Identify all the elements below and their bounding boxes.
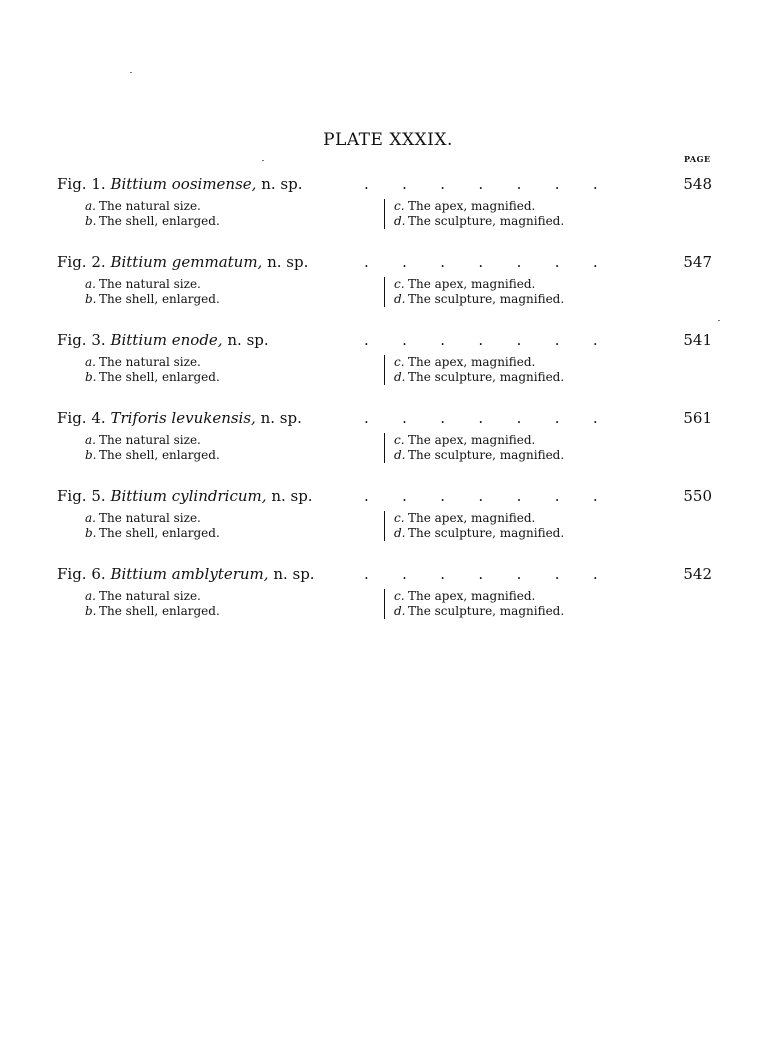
- sub-items-right: [394, 199, 564, 229]
- bracket-divider: [384, 277, 385, 307]
- item-letter: d.: [394, 448, 406, 462]
- item-text: The sculpture, magnified.: [408, 526, 565, 540]
- dot-leader: . . . . . . .: [364, 253, 598, 271]
- item-letter: b.: [85, 604, 97, 618]
- item-text: The apex, magnified.: [408, 277, 536, 291]
- bracket-divider: [384, 433, 385, 463]
- sub-items-right: [394, 277, 564, 307]
- scan-speck: [130, 72, 132, 73]
- page-number: 548: [683, 175, 712, 193]
- species-name: Bittium gemmatum,: [110, 253, 263, 271]
- figure-number: Fig. 3.: [57, 331, 106, 349]
- item-letter: d.: [394, 292, 406, 306]
- item-letter: b.: [85, 526, 97, 540]
- sub-items-left: [85, 277, 220, 307]
- item-text: The shell, enlarged.: [99, 604, 220, 618]
- figure-entry-5: [0, 487, 776, 547]
- scan-speck: [262, 160, 264, 161]
- figure-number: Fig. 6.: [57, 565, 106, 583]
- bracket-divider: [384, 355, 385, 385]
- figure-caption: [57, 565, 315, 583]
- page-number: 561: [683, 409, 712, 427]
- figure-entry-3: [0, 331, 776, 391]
- item-text: The sculpture, magnified.: [408, 292, 565, 306]
- species-name: Bittium oosimense,: [110, 175, 257, 193]
- page-column-header: PAGE: [684, 154, 711, 164]
- figure-number: Fig. 2.: [57, 253, 106, 271]
- bracket-divider: [384, 511, 385, 541]
- species-suffix: n. sp.: [271, 487, 313, 505]
- item-letter: b.: [85, 370, 97, 384]
- sub-items-right: [394, 355, 564, 385]
- item-letter: a.: [85, 433, 96, 447]
- item-letter: c.: [394, 355, 405, 369]
- figure-number: Fig. 4.: [57, 409, 106, 427]
- item-letter: b.: [85, 448, 97, 462]
- sub-items-left: [85, 433, 220, 463]
- item-text: The apex, magnified.: [408, 199, 536, 213]
- sub-items-right: [394, 589, 564, 619]
- species-suffix: n. sp.: [273, 565, 315, 583]
- item-text: The shell, enlarged.: [99, 526, 220, 540]
- sub-items-right: [394, 511, 564, 541]
- item-letter: b.: [85, 292, 97, 306]
- item-text: The natural size.: [99, 355, 201, 369]
- item-letter: a.: [85, 199, 96, 213]
- figure-caption: [57, 253, 308, 271]
- item-letter: b.: [85, 214, 97, 228]
- dot-leader: . . . . . . .: [364, 565, 598, 583]
- item-text: The apex, magnified.: [408, 511, 536, 525]
- page-number: 547: [683, 253, 712, 271]
- dot-leader: . . . . . . .: [364, 331, 598, 349]
- item-text: The apex, magnified.: [408, 355, 536, 369]
- dot-leader: . . . . . . .: [364, 409, 598, 427]
- item-letter: c.: [394, 589, 405, 603]
- sub-items-left: [85, 355, 220, 385]
- item-text: The natural size.: [99, 199, 201, 213]
- item-text: The apex, magnified.: [408, 433, 536, 447]
- page-number: 542: [683, 565, 712, 583]
- item-letter: a.: [85, 589, 96, 603]
- plate-title: PLATE XXXIX.: [323, 130, 453, 150]
- item-text: The natural size.: [99, 589, 201, 603]
- sub-items-right: [394, 433, 564, 463]
- item-letter: d.: [394, 370, 406, 384]
- figure-entry-2: [0, 253, 776, 313]
- species-suffix: n. sp.: [260, 409, 302, 427]
- item-text: The natural size.: [99, 511, 201, 525]
- item-text: The sculpture, magnified.: [408, 214, 565, 228]
- species-suffix: n. sp.: [267, 253, 309, 271]
- figure-entry-4: [0, 409, 776, 469]
- item-text: The shell, enlarged.: [99, 370, 220, 384]
- item-text: The shell, enlarged.: [99, 292, 220, 306]
- item-letter: a.: [85, 277, 96, 291]
- item-letter: d.: [394, 526, 406, 540]
- figure-caption: [57, 487, 313, 505]
- figure-caption: [57, 175, 302, 193]
- figure-entry-1: [0, 175, 776, 235]
- item-text: The natural size.: [99, 277, 201, 291]
- species-suffix: n. sp.: [227, 331, 269, 349]
- species-name: Triforis levukensis,: [110, 409, 256, 427]
- item-letter: c.: [394, 511, 405, 525]
- page-number: 550: [683, 487, 712, 505]
- dot-leader: . . . . . . .: [364, 487, 598, 505]
- species-suffix: n. sp.: [261, 175, 303, 193]
- sub-items-left: [85, 589, 220, 619]
- figure-caption: [57, 409, 302, 427]
- item-letter: d.: [394, 214, 406, 228]
- item-text: The sculpture, magnified.: [408, 370, 565, 384]
- item-text: The apex, magnified.: [408, 589, 536, 603]
- item-text: The natural size.: [99, 433, 201, 447]
- figure-number: Fig. 5.: [57, 487, 106, 505]
- species-name: Bittium cylindricum,: [110, 487, 267, 505]
- item-letter: d.: [394, 604, 406, 618]
- figure-number: Fig. 1.: [57, 175, 106, 193]
- scan-speck: [718, 320, 720, 321]
- item-letter: c.: [394, 277, 405, 291]
- item-letter: c.: [394, 433, 405, 447]
- item-text: The sculpture, magnified.: [408, 448, 565, 462]
- sub-items-left: [85, 511, 220, 541]
- figure-caption: [57, 331, 269, 349]
- item-text: The shell, enlarged.: [99, 448, 220, 462]
- figure-entry-6: [0, 565, 776, 625]
- species-name: Bittium enode,: [110, 331, 223, 349]
- item-text: The shell, enlarged.: [99, 214, 220, 228]
- species-name: Bittium amblyterum,: [110, 565, 269, 583]
- item-letter: a.: [85, 511, 96, 525]
- item-text: The sculpture, magnified.: [408, 604, 565, 618]
- page-number: 541: [683, 331, 712, 349]
- item-letter: c.: [394, 199, 405, 213]
- item-letter: a.: [85, 355, 96, 369]
- dot-leader: . . . . . . .: [364, 175, 598, 193]
- bracket-divider: [384, 589, 385, 619]
- sub-items-left: [85, 199, 220, 229]
- bracket-divider: [384, 199, 385, 229]
